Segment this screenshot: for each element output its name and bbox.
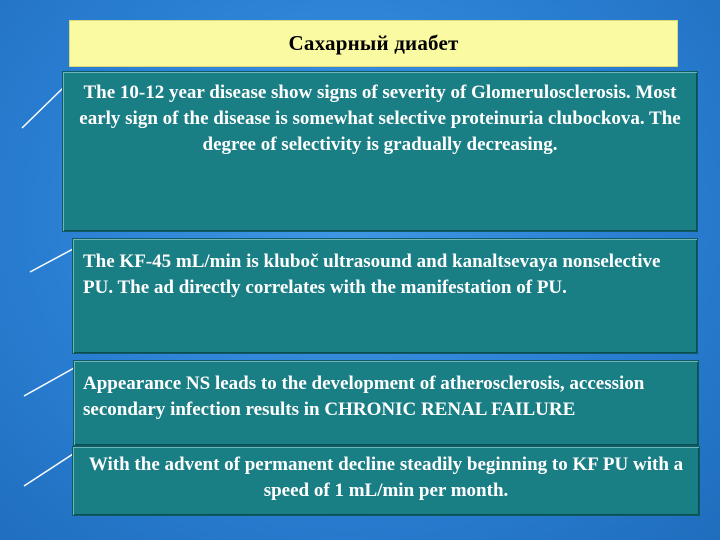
connector-line-3 (24, 368, 74, 396)
text-block-2-text: The KF-45 mL/min is kluboč ultrasound and kanaltsevaya nonselective PU. The ad directly correlates with the manifestation of PU. (83, 251, 661, 298)
text-block-1 (62, 71, 698, 232)
slide-title-box (69, 20, 678, 67)
connector-line-4 (24, 454, 73, 486)
text-block-1-text: The 10-12 year disease show signs of severity of Glomerulosclerosis. Most early sign of the disease is somewhat selective proteinuria clubockova. The degree of selectivity is gradually decreasing. (79, 82, 681, 155)
slide-title: Сахарный диабет (288, 31, 459, 55)
text-block-3-text: Appearance NS leads to the development of atherosclerosis, accession secondary infection results in CHRONIC RENAL FAILURE (83, 373, 645, 420)
text-block-2 (72, 238, 698, 354)
connector-line-1 (22, 88, 63, 128)
connector-line-2 (30, 249, 73, 272)
text-block-4 (72, 446, 700, 516)
text-block-3 (73, 360, 699, 446)
text-block-4-text: With the advent of permanent decline steadily beginning to KF PU with a speed of 1 mL/min per month. (88, 454, 684, 501)
